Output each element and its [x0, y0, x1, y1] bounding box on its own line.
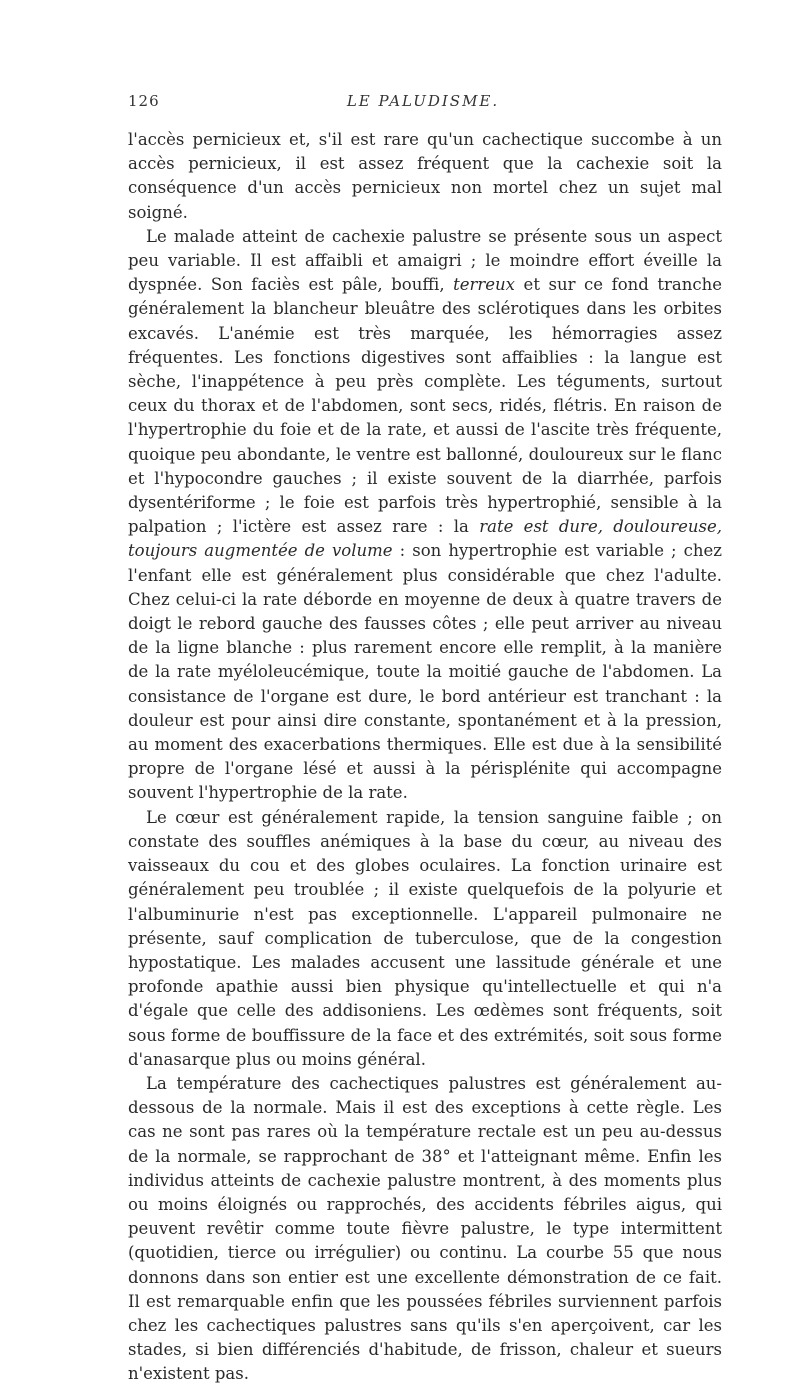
italic-term: terreux: [453, 275, 515, 295]
paragraph-text: et sur ce fond tranche généralement la blancheur bleuâtre des sclérotiques dans les orbites excavés. L'anémie est très marquée, les hémorragies assez fréquentes. Les fonctions digestives sont affaiblies : la langue est sèche, l'inappétence à peu près complète. Les téguments, surtout ceux du thorax et de l'abdomen, sont secs, ridés, flétris. En raison de l'hypertrophie du foie et de la rate, et aussi de l'ascite très fréquente, quoique peu abondante, le ventre est ballonné, douloureux sur le flanc et l'hypocondre gauches ; il existe souvent de la diarrhée, parfois dysentériforme ; le foie est parfois très hypertrophié, sensible à la palpation ; l'ictère est assez rare : la: [128, 275, 722, 537]
paragraph: [128, 128, 722, 225]
italic-emphasis: rate est dure, douloureuse, toujours augmentée de volume: [128, 517, 722, 561]
paragraph-text: Le malade atteint de cachexie palustre se présente sous un aspect peu variable. Il est affaibli et amaigri ; le moindre effort éveille la dyspnée. Son faciès est pâle, bouffi,: [128, 226, 722, 295]
paragraph-text: La température des cachectiques palustres est généralement au-dessous de la normale. Mais il est des exceptions à cette règle. Les cas ne sont pas rares où la température rectale est un peu au-dessus de la normale, se rapprochant de 38° et l'atteignant même. Enfin les individus atteints de cachexie palustre montrent, à des moments plus ou moins éloignés ou rapprochés, des accidents fébriles aigus, qui peuvent revêtir comme toute fièvre palustre, le type intermittent (quotidien, tierce ou irrégulier) ou continu. La courbe 55 que nous donnons dans son entier est une excellente démonstration de ce fait. Il est remarquable enfin que les poussées fébriles surviennent parfois chez les cachectiques palustres sans qu'ils s'en aperçoivent, car les stades, si bien différenciés d'habitude, de frisson, chaleur et sueurs n'existent pas.: [128, 1073, 722, 1384]
paragraph-text: : son hypertrophie est variable ; chez l'enfant elle est généralement plus considérable que chez l'adulte. Chez celui-ci la rate déborde en moyenne de deux à quatre travers de doigt le rebord gauche des fausses côtes ; elle peut arriver au niveau de la ligne blanche : plus rarement encore elle remplit, à la manière de la rate myéloleucémique, toute la moitié gauche de l'abdomen. La consistance de l'organe est dure, le bord antérieur est tranchant : la douleur est pour ainsi dire constante, spontanément et à la pression, au moment des exacerbations thermiques. Elle est due à la sensibilité propre de l'organe lésé et aussi à la périsplénite qui accompagne souvent l'hypertrophie de la rate.: [128, 541, 722, 803]
paragraph: [128, 225, 722, 806]
paragraph-text: Le cœur est généralement rapide, la tension sanguine faible ; on constate des souffles anémiques à la base du cœur, au niveau des vaisseaux du cou et des globes oculaires. La fonction urinaire est généralement peu troublée ; il existe quelquefois de la polyurie et l'albuminurie n'est pas exceptionnelle. L'appareil pulmonaire ne présente, sauf complication de tuberculose, que de la congestion hypostatique. Les malades accusent une lassitude générale et une profonde apathie aussi bien physique qu'intellectuelle et qui n'a d'égale que celle des addisoniens. Les œdèmes sont fréquents, soit sous forme de bouffissure de la face et des extrémités, soit sous forme d'anasarque plus ou moins général.: [128, 807, 722, 1069]
page-number: 126: [128, 92, 160, 110]
running-head: [128, 92, 718, 114]
paragraph-text: l'accès pernicieux et, s'il est rare qu'un cachectique succombe à un accès pernicieux, il est assez fréquent que la cachexie soit la conséquence d'un accès pernicieux non mortel chez un sujet mal soigné.: [128, 130, 722, 222]
body-text: [128, 128, 722, 1387]
paragraph: [128, 806, 722, 1072]
running-title: LE PALUDISME.: [346, 92, 500, 110]
paragraph: [128, 1072, 722, 1387]
